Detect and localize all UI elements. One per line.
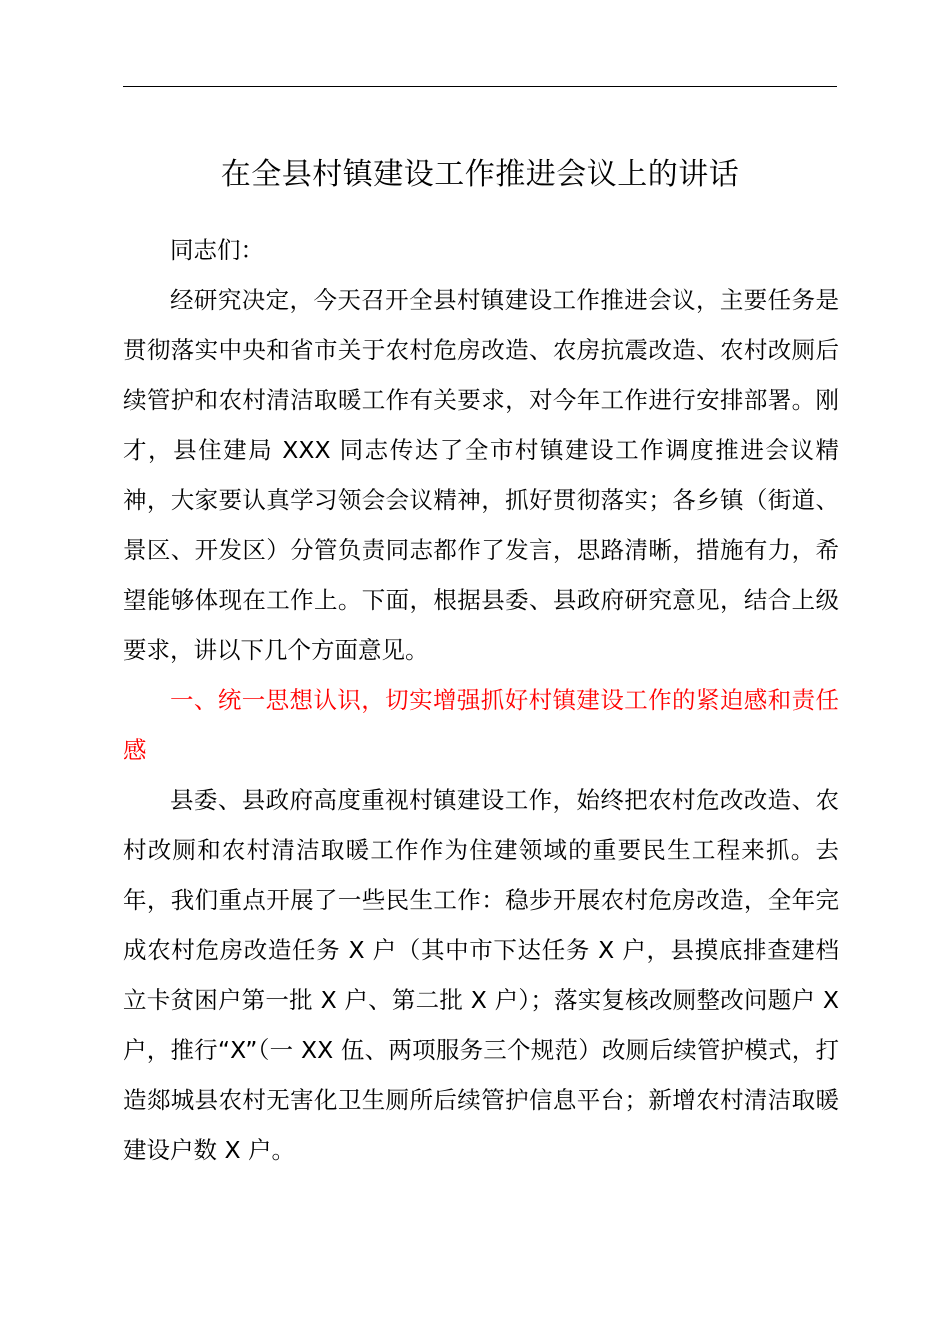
section-heading: 一、统一思想认识，切实增强抓好村镇建设工作的紧迫感和责任感 [123,686,839,764]
header-rule [123,86,837,87]
section-paragraph: 县委、县政府高度重视村镇建设工作，始终把农村危改改造、农村改厕和农村清洁取暖工作作为住建领域的重要民生工程来抓。去年，我们重点开展了一些民生工作：稳步开展农村危房改造，全年完成农村危房改造任务 X 户（其中市下达任务 X 户，县摸底排查建档立卡贫困户第一批 X 户、第二批 X 户）；落实复核改厕整改问题户 X 户，推行“X”（一 XX 伍、两项服务三个规范）改厕后续管护模式，打造郯城县农村无害化卫生厕所后续管护信息平台；新增农村清洁取暖建设户数 X 户。 [123,786,839,1164]
document-title: 在全县村镇建设工作推进会议上的讲话 [220,157,740,192]
document-body [123,225,839,1175]
intro-paragraph: 经研究决定，今天召开全县村镇建设工作推进会议，主要任务是贯彻落实中央和省市关于农村危房改造、农房抗震改造、农村改厕后续管护和农村清洁取暖工作有关要求，对今年工作进行安排部署。刚才，县住建局 XXX 同志传达了全市村镇建设工作调度推进会议精神，大家要认真学习领会会议精神，抓好贯彻落实；各乡镇（街道、景区、开发区）分管负责同志都作了发言，思路清晰，措施有力，希望能够体现在工作上。下面，根据县委、县政府研究意见，结合上级要求，讲以下几个方面意见。 [123,286,839,664]
salutation: 同志们： [170,236,264,264]
